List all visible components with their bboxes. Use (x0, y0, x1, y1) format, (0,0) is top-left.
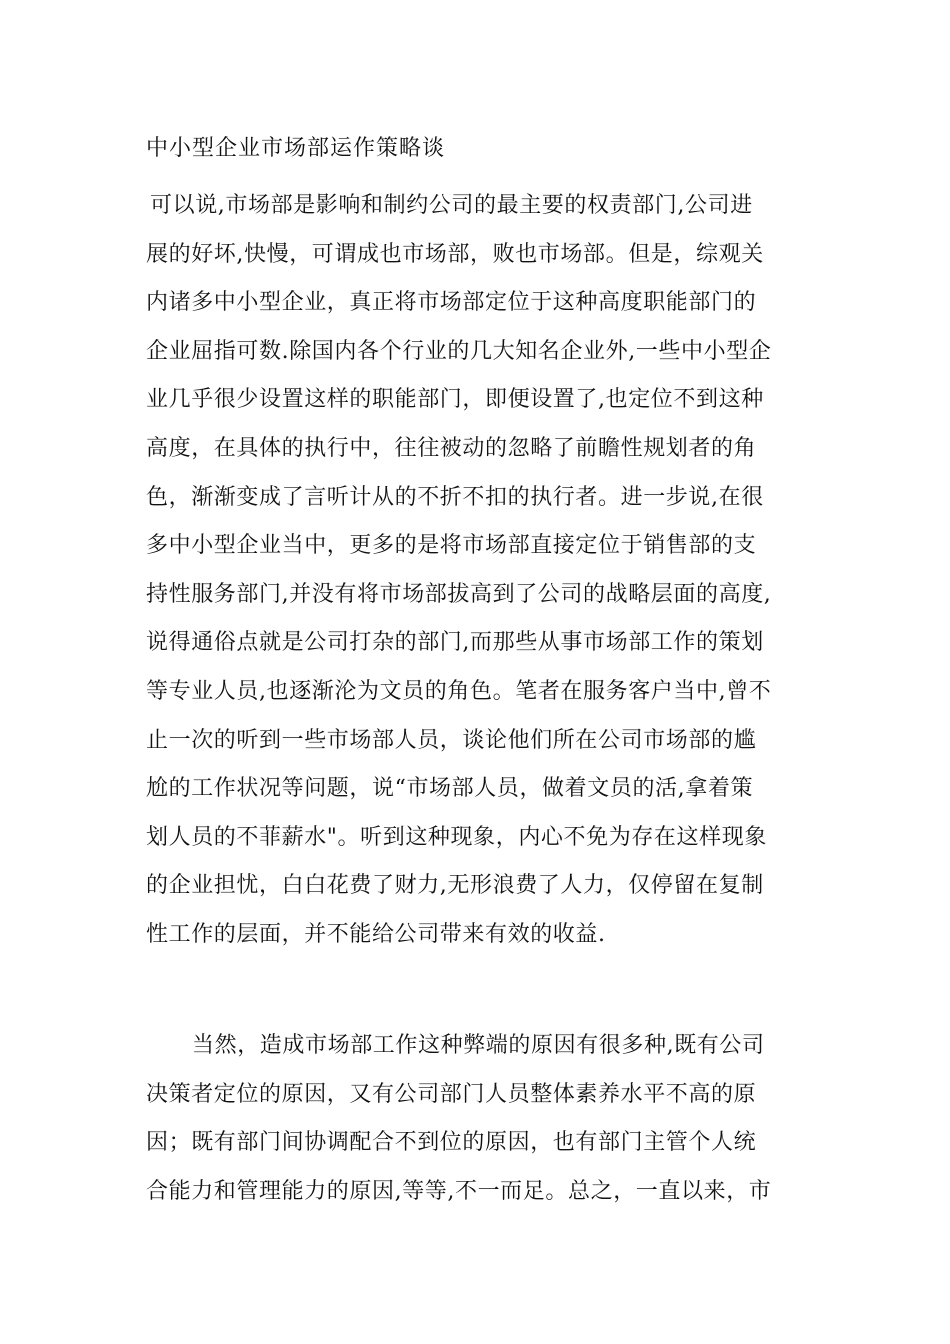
paragraph-line: 色，渐渐变成了言听计从的不折不扣的执行者。进一步说,在很 (146, 484, 764, 510)
paragraph-line: 尬的工作状况等问题，说“市场部人员，做着文员的活,拿着策 (146, 776, 754, 802)
paragraph-line: 说得通俗点就是公司打杂的部门,而那些从事市场部工作的策划 (146, 630, 764, 656)
document-title: 中小型企业市场部运作策略谈 (146, 136, 446, 161)
paragraph-line: 业几乎很少设置这样的职能部门，即便设置了,也定位不到这种 (146, 387, 764, 413)
paragraph-line: 展的好坏,快慢，可谓成也市场部，败也市场部。但是，综观关 (146, 241, 764, 267)
paragraph-line: 止一次的听到一些市场部人员，谈论他们所在公司市场部的尴 (146, 727, 757, 753)
paragraph-line: 高度，在具体的执行中，往往被动的忽略了前瞻性规划者的角 (146, 435, 757, 461)
paragraph-1 (146, 182, 806, 960)
paragraph-line: 当然，造成市场部工作这种弊端的原因有很多种,既有公司 (192, 1033, 765, 1058)
paragraph-line: 企业屈指可数.除国内各个行业的几大知名企业外,一些中小型企 (146, 338, 772, 364)
paragraph-line: 的企业担忧，白白花费了财力,无形浪费了人力，仅停留在复制 (146, 873, 764, 899)
paragraph-line: 多中小型企业当中，更多的是将市场部直接定位于销售部的支 (146, 533, 757, 559)
paragraph-2 (146, 1022, 806, 1216)
paragraph-line: 内诸多中小型企业，真正将市场部定位于这种高度职能部门的 (146, 290, 757, 316)
paragraph-line: 可以说,市场部是影响和制约公司的最主要的权责部门,公司进 (150, 193, 753, 218)
paragraph-line: 持性服务部门,并没有将市场部拔高到了公司的战略层面的高度, (146, 581, 772, 607)
paragraph-line: 合能力和管理能力的原因,等等,不一而足。总之，一直以来，市 (146, 1178, 772, 1204)
paragraph-line: 等专业人员,也逐渐沦为文员的角色。笔者在服务客户当中,曾不 (146, 678, 772, 704)
paragraph-line: 划人员的不菲薪水"。听到这种现象，内心不免为存在这样现象 (146, 824, 767, 850)
paragraph-line: 决策者定位的原因，又有公司部门人员整体素养水平不高的原 (146, 1081, 757, 1107)
paragraph-line: 性工作的层面，并不能给公司带来有效的收益. (146, 921, 606, 947)
paragraph-line: 因；既有部门间协调配合不到位的原因，也有部门主管个人统 (146, 1130, 757, 1156)
